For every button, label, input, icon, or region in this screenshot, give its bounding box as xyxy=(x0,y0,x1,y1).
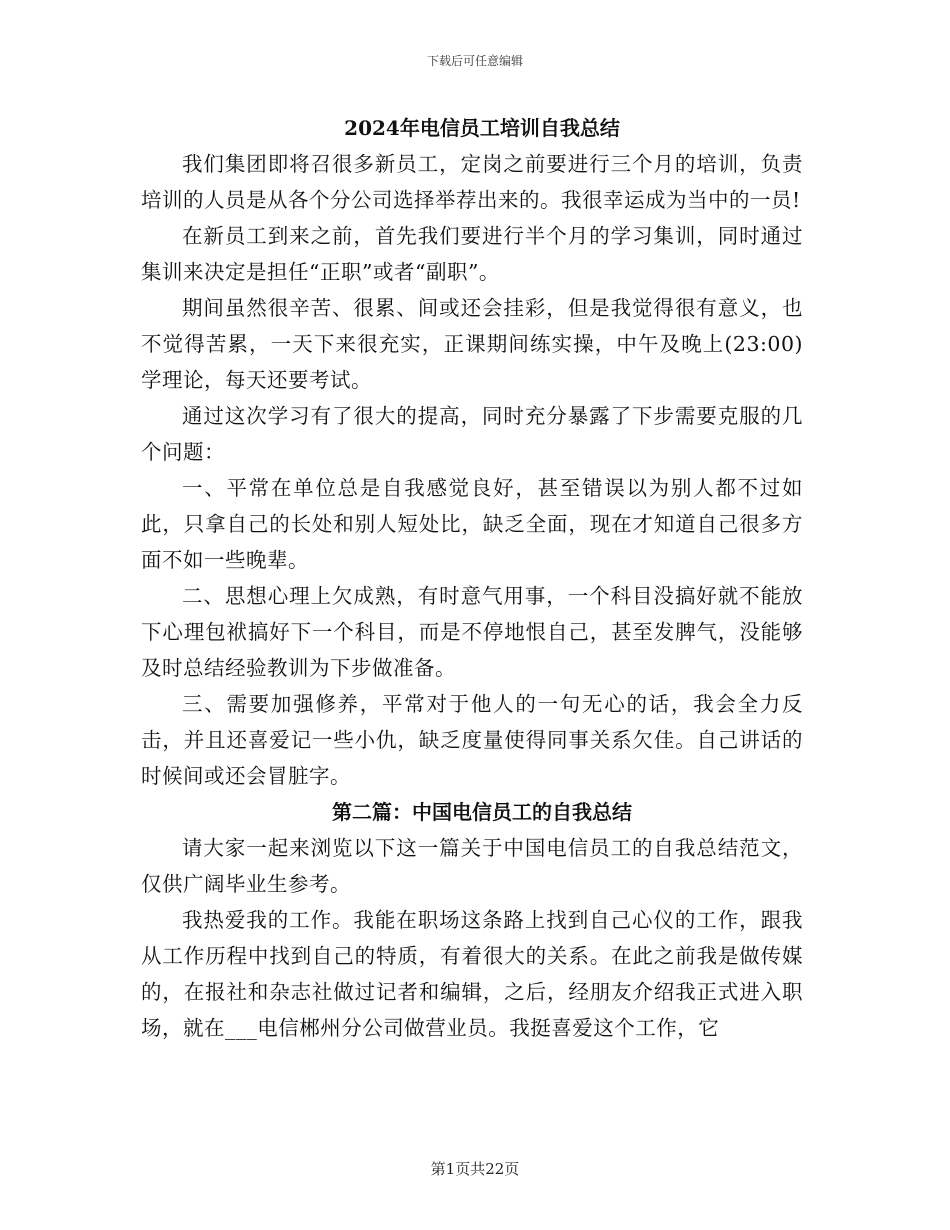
section-heading: 第二篇：中国电信员工的自我总结 xyxy=(332,800,632,824)
paragraph: 我热爱我的工作。我能在职场这条路上找到自己心仪的工作，跟我从工作历程中找到自己的特质，有着很大的关系。在此之前我是做传媒的，在报社和杂志社做过记者和编辑，之后，经朋友介绍我正式进入职场，就在___电信郴州分公司做营业员。我挺喜爱这个工作，它 xyxy=(141,908,803,1040)
page-header: 下载后可任意编辑 xyxy=(426,54,523,68)
paragraph: 期间虽然很辛苦、很累、间或还会挂彩，但是我觉得很有意义，也不觉得苦累，一天下来很充实，正课期间练实操，中午及晚上(23:00)学理论，每天还要考试。 xyxy=(141,296,803,392)
paragraph: 二、思想心理上欠成熟，有时意气用事，一个科目没搞好就不能放下心理包袱搞好下一个科目，而是不停地恨自己，甚至发脾气，没能够及时总结经验教训为下步做准备。 xyxy=(141,584,803,680)
document-body xyxy=(141,110,803,1046)
page-footer: 第1页共22页 xyxy=(430,1160,520,1178)
paragraph: 三、需要加强修养，平常对于他人的一句无心的话，我会全力反击，并且还喜爱记一些小仇，缺乏度量使得同事关系欠佳。自己讲话的时候间或还会冒脏字。 xyxy=(141,692,803,788)
paragraph: 在新员工到来之前，首先我们要进行半个月的学习集训，同时通过集训来决定是担任“正职”或者“副职”。 xyxy=(141,224,803,284)
paragraph: 一、平常在单位总是自我感觉良好，甚至错误以为别人都不过如此，只拿自己的长处和别人短处比，缺乏全面，现在才知道自己很多方面不如一些晚辈。 xyxy=(141,476,803,572)
paragraph: 请大家一起来浏览以下这一篇关于中国电信员工的自我总结范文，仅供广阔毕业生参考。 xyxy=(141,836,803,896)
paragraph: 我们集团即将召很多新员工，定岗之前要进行三个月的培训，负责培训的人员是从各个分公司选择举荐出来的。我很幸运成为当中的一员! xyxy=(141,152,803,212)
document-title: 2024年电信员工培训自我总结 xyxy=(344,116,620,140)
paragraph: 通过这次学习有了很大的提高，同时充分暴露了下步需要克服的几个问题： xyxy=(141,404,803,464)
